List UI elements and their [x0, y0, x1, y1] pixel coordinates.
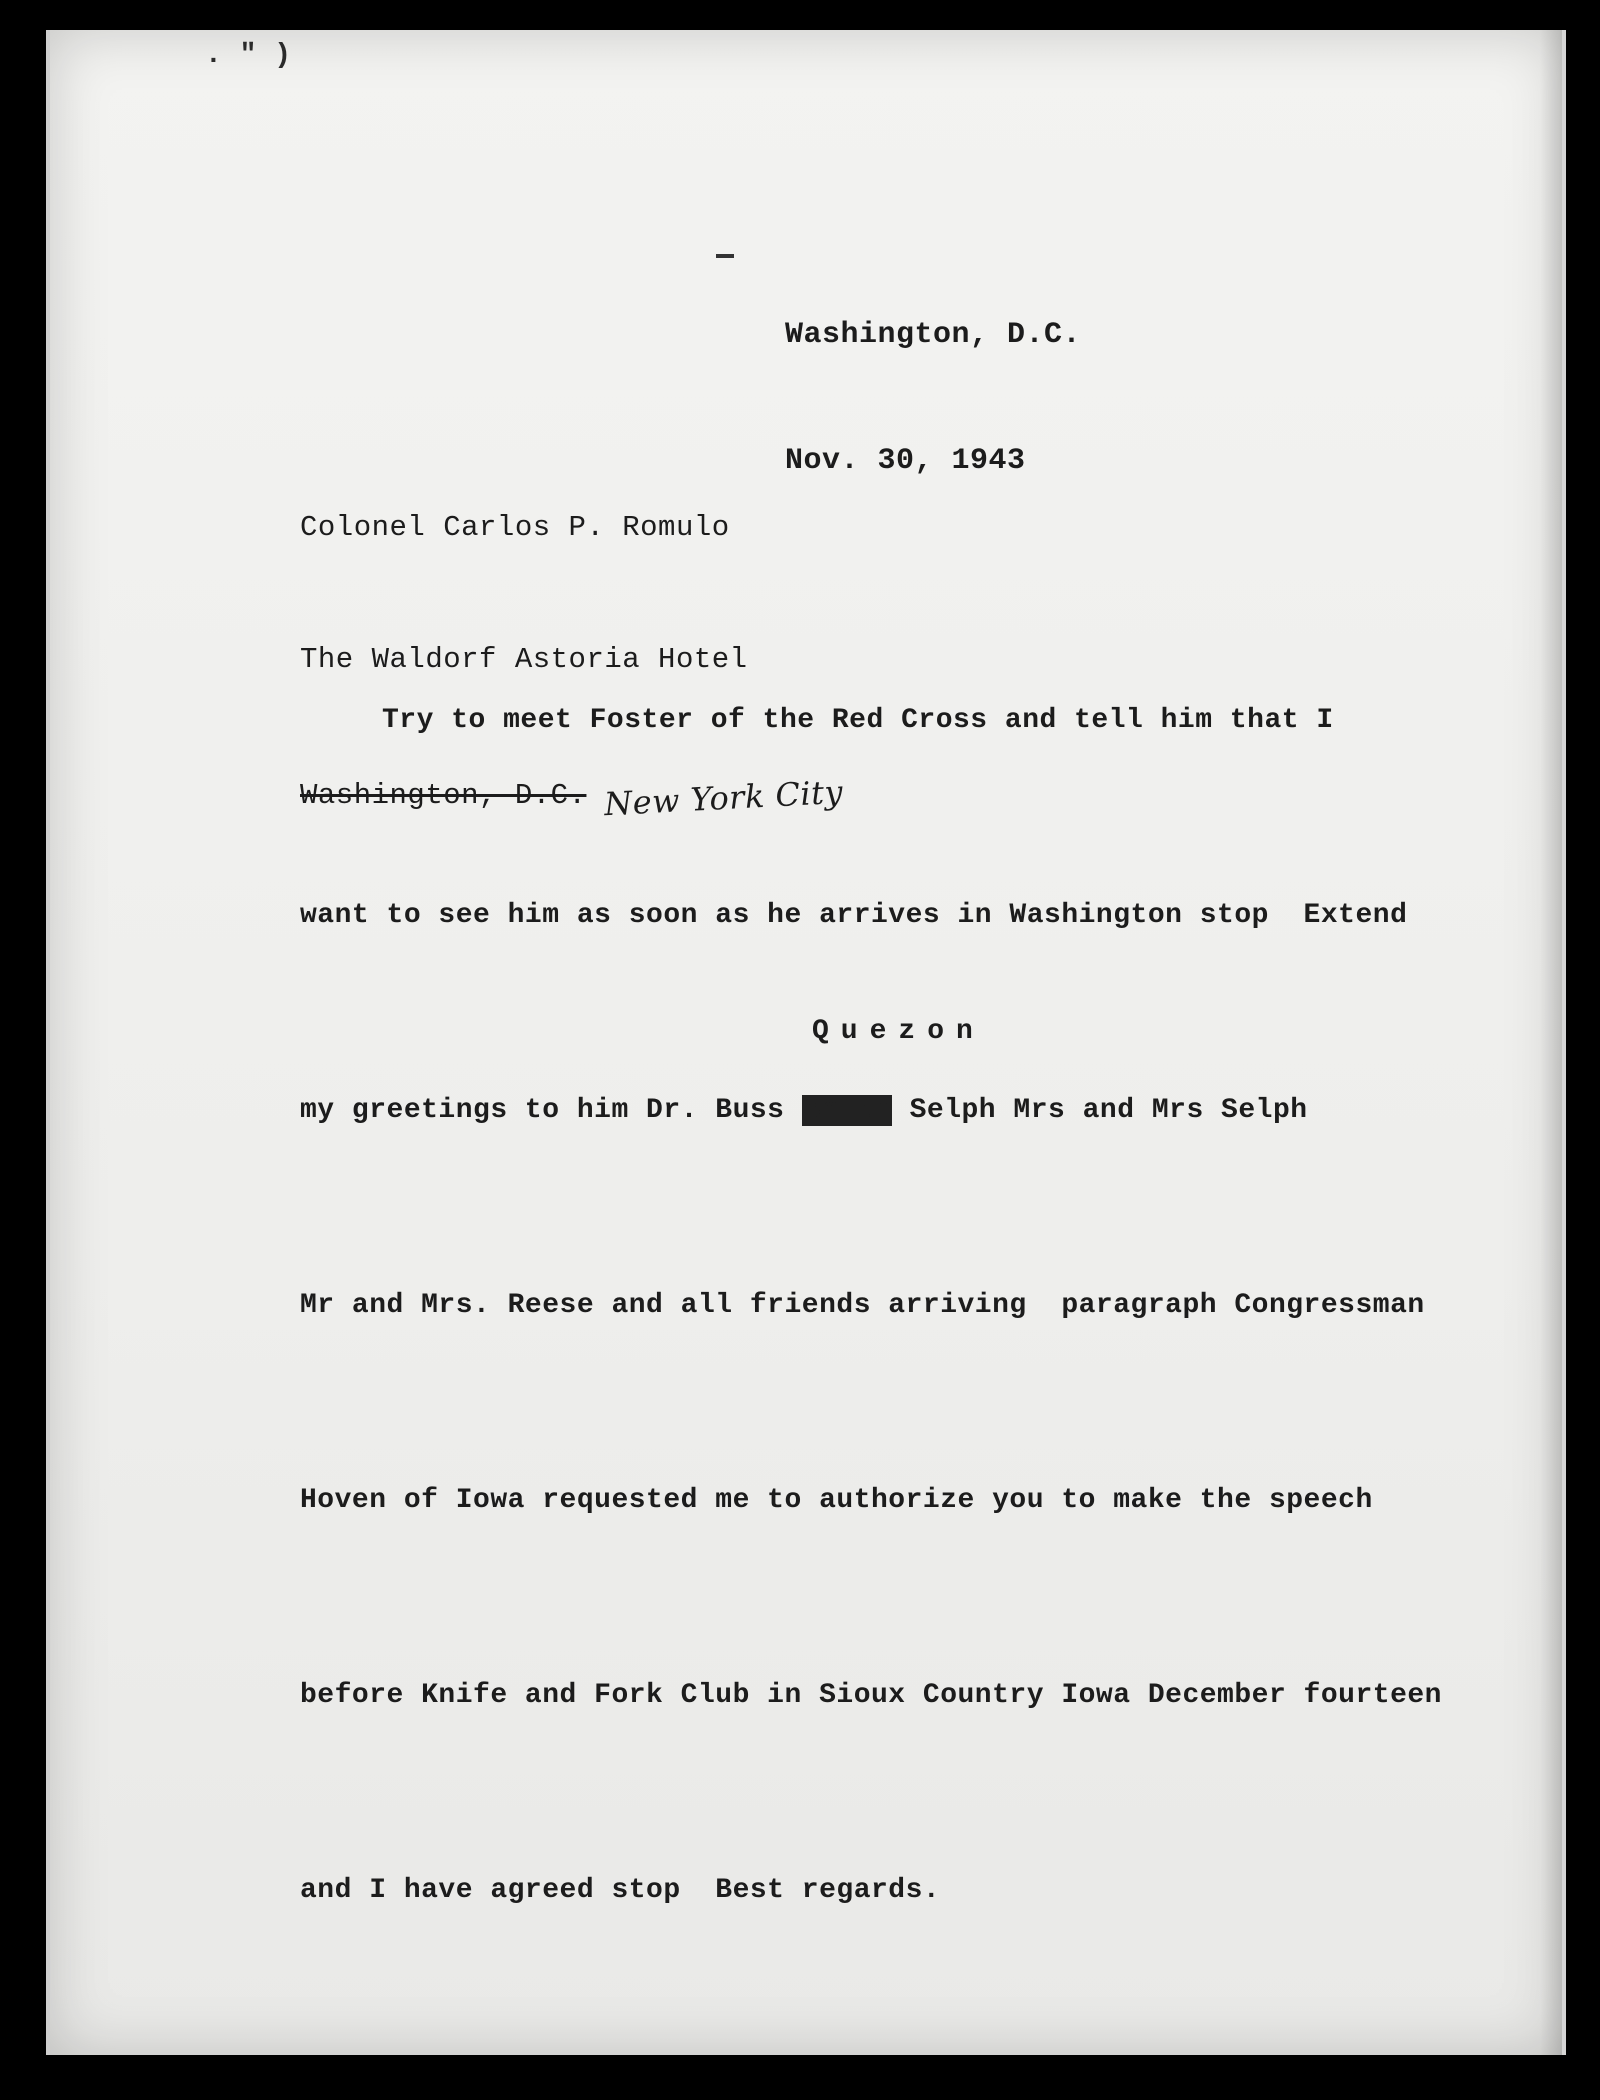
body-line-4: Mr and Mrs. Reese and all friends arriving paragraph Congressman: [300, 1290, 1425, 1321]
overstruck-word: Smith: [803, 1095, 891, 1126]
body-line-7: and I have agreed stop Best regards.: [300, 1875, 941, 1906]
body-line-5: Hoven of Iowa requested me to authorize you to make the speech: [300, 1485, 1373, 1516]
stray-mark: [716, 254, 734, 258]
letter-body: [300, 558, 1442, 2053]
dateline-date: Nov. 30, 1943: [785, 444, 1026, 478]
body-line-3-end: Selph Mrs and Mrs Selph: [892, 1095, 1308, 1126]
handwritten-city-correction: New York City: [603, 772, 845, 824]
body-line-1: Try to meet Foster of the Red Cross and tell him that I: [382, 705, 1334, 736]
body-line-2: want to see him as soon as he arrives in Washington stop Extend: [300, 900, 1408, 931]
body-line-3: [300, 1078, 1442, 1143]
address-line-hotel: The Waldorf Astoria Hotel: [300, 643, 748, 676]
body-line-6: before Knife and Fork Club in Sioux Country Iowa December fourteen: [300, 1680, 1442, 1711]
struck-city: Washington, D.C.: [300, 779, 587, 812]
dateline-place: Washington, D.C.: [785, 318, 1082, 352]
signature: Quezon: [812, 1016, 985, 1047]
address-line-name: Colonel Carlos P. Romulo: [300, 511, 730, 544]
body-line-3-start: my greetings to him Dr. Buss: [300, 1095, 802, 1126]
page-edge-shadow: [1540, 30, 1562, 2055]
corner-marks: . " ): [205, 40, 292, 71]
